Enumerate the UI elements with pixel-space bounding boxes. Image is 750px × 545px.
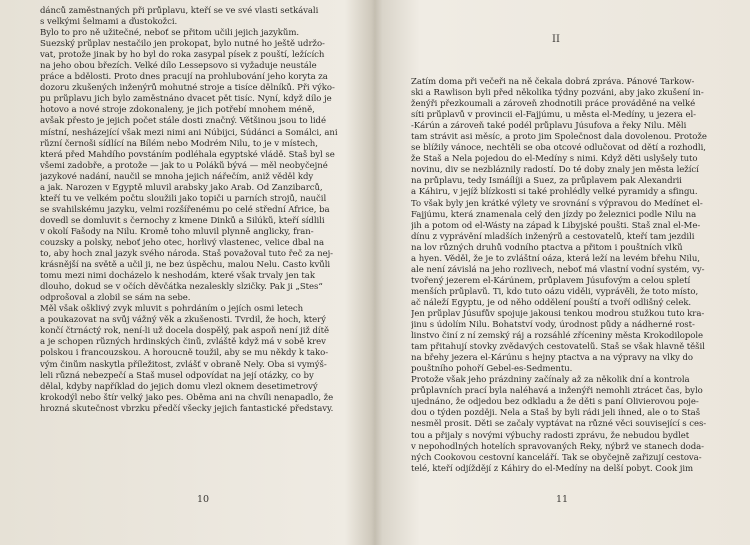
text-line: v nepohodlných hotelích spravovaných Řeky, nýbrž ve stanech doda- xyxy=(411,441,704,452)
text-line: ných Cookovou cestovní kanceláří. Tak se obyčejně zařizují cestova- xyxy=(411,452,702,463)
page-number-right: 11 xyxy=(556,494,569,505)
text-line: v okolí Fašody na Nilu. Kromě toho mluvil plynně anglicky, fran- xyxy=(40,226,314,237)
text-line: různí černoši sídlící na Bílém nebo Modrém Nilu, to je v místech, xyxy=(40,138,318,149)
text-line: tam strávit asi měsíc, a proto jim Společnost dala dovolenou. Protože xyxy=(411,132,707,143)
text-line: a poukazovat na svůj vážný věk a zkušenosti. Tvrdil, že hoch, který xyxy=(40,315,326,326)
text-line: odprošoval a zlobil se sám na sebe. xyxy=(40,293,191,304)
text-line: Suezský průplav nestačilo jen prokopat, bylo nutné ho ještě udržo- xyxy=(40,39,325,50)
text-line: na průplavu, tedy Ismáílíji a Suez, za průplavem pak Alexandrii xyxy=(411,176,682,187)
text-line: dovedl se domluvit s černochy z kmene Dinků a Šilúků, kteří sídlili xyxy=(40,215,325,226)
text-line: ski a Rawlison byli před několika týdny pozváni, aby jako zkušení in- xyxy=(411,88,704,99)
chapter-number: II xyxy=(552,34,560,45)
text-line: -Kárún a zároveň také podél průplavu Júsufova a řeky Nilu. Měli xyxy=(411,121,687,132)
text-line: a hyen. Věděl, že je to zvláštní oáza, která leží na levém břehu Nilu, xyxy=(411,253,700,264)
text-line: jazykové nadání, naučil se mnoha jejich nářečím, aniž věděl kdy xyxy=(40,171,314,182)
text-line: krokodýl nebo štír velký jako pes. Oběma ani na chvíli nenapadlo, že xyxy=(40,392,334,403)
right-page-text xyxy=(411,77,727,475)
text-line: kteří tu ve velkém počtu sloužili jako topiči u parních strojů, naučil xyxy=(40,193,327,204)
text-line: novinu, div se nezbláznily radostí. Do té doby znaly jen města ležící xyxy=(411,165,699,176)
text-line: hrozná skutečnost vbrzku předčí všecky jejich fantastické představy. xyxy=(40,403,334,414)
text-line: a je schopen různých hrdinských činů, zvláště když má v sobě krev xyxy=(40,337,326,348)
text-line: jih a potom od el-Wásty na západ k Libyjské poušti. Staš znal el-Me- xyxy=(411,220,701,231)
page-number-left: 10 xyxy=(197,494,210,505)
text-line: průplavních prací byla naléhavá a inženýři nemohli ztrácet čas, bylo xyxy=(411,386,703,397)
text-line: Protože však jeho prázdniny začínaly až za několik dní a kontrola xyxy=(411,375,690,386)
text-line: To však byly jen krátké výlety ve srovnání s výpravou do Medínet el- xyxy=(411,198,703,209)
left-page-text xyxy=(40,6,358,415)
text-line: Bylo to pro ně užitečné, neboť se přitom učili jejich jazykům. xyxy=(40,28,300,39)
right-page xyxy=(375,0,750,545)
text-line: polskou i francouzskou. A horoucně toužil, aby se mu někdy k tako- xyxy=(40,348,329,359)
text-line: nesměl prosit. Děti se začaly vyptávat na různé věci související s ces- xyxy=(411,419,707,430)
text-line: dozoru zkušených inženýrů mohutné stroje a tisíce dělníků. Při výko- xyxy=(40,83,335,94)
text-line: avšak přesto je jejich počet stále dosti značný. Většinou jsou to lidé xyxy=(40,116,326,127)
text-line: s velkými šelmami a ďustokožci. xyxy=(40,17,178,28)
text-line: se blížily vánoce, nechtěli se oba otcové odlučovat od dětí a rozhodli, xyxy=(411,143,706,154)
text-line: končí čtrnáctý rok, není-li už docela dospělý, pak aspoň není již dítě xyxy=(40,326,329,337)
text-line: hotovo a nové stroje zdokonaleny, je jich potřebí mnohem méně, xyxy=(40,105,315,116)
text-line: která před Mahdího povstáním podléhala egyptské vládě. Staš byl se xyxy=(40,149,335,160)
text-line: dlouho, dokud se v očích děvčátka nezaleskly slzičky. Pak ji „Stes“ xyxy=(40,282,323,293)
text-line: ale není závislá na jeho rozlivech, neboť má vlastní vodní systém, vy- xyxy=(411,264,705,275)
text-line: pouštního pohoří Gebel-es-Sedmentu. xyxy=(411,364,573,375)
text-line: tou a přijaly s novými výbuchy radosti zprávu, že nebudou bydlet xyxy=(411,430,690,441)
text-line: a jak. Narozen v Egyptě mluvil arabsky jako Arab. Od Zanzibarců, xyxy=(40,182,323,193)
text-line: síti průplavů v provincii el-Fajjúmu, u města el-Medíny, u jezera el- xyxy=(411,110,696,121)
text-line: to, aby hoch znal jazyk svého národa. Staš považoval tuto řeč za nej- xyxy=(40,249,333,260)
text-line: jinu s údolím Nilu. Bohatství vody, úrodnost půdy a nádherné rost- xyxy=(411,320,695,331)
text-line: se svahilskému jazyku, velmi rozšířenému po celé střední Africe, ba xyxy=(40,204,330,215)
text-line: dínu z vyprávění mladších inženýrů a cestovatelů, kteří tam jezdili xyxy=(411,231,695,242)
text-line: tam přitahují stovky zvědavých cestovatelů. Staš se však hlavně těšil xyxy=(411,342,705,353)
text-line: leli různá nebezpečí a Staš musel odpovídat na její otázky, co by xyxy=(40,370,314,381)
text-line: menších průplavů. Ti, kdo tuto oázu viděli, vyprávěli, že toto místo, xyxy=(411,286,699,297)
text-line: pu průplavu jich bylo zaměstnáno dvacet pět tisíc. Nyní, když dílo je xyxy=(40,94,332,105)
text-line: na lov různých druhů vodního ptactva a přitom i pouštních vlků xyxy=(411,242,683,253)
text-line: vým činům naskytla příležitost, zvlášť v obraně Nely. Oba si vymýš- xyxy=(40,359,327,370)
text-line: tvořený jezerem el-Kárúnem, průplavem Júsufovým a celou spletí xyxy=(411,275,691,286)
text-line: couzsky a polsky, neboť jeho otec, horlivý vlastenec, velice dbal na xyxy=(40,237,324,248)
text-line: ženýři přezkoumali a zároveň zhodnotili práce prováděné na velké xyxy=(411,99,696,110)
text-line: linstvo činí z ní zemský ráj a rozsáhlé zříceniny města Krokodilopole xyxy=(411,331,704,342)
text-line: Jen průplav Júsufův spojuje jakousi tenkou modrou stužkou tuto kra- xyxy=(411,308,705,319)
text-line: Fajjúmu, která znamenala celý den jízdy po železnici podle Nilu na xyxy=(411,209,697,220)
text-line: dánců zaměstnaných při průplavu, kteří se ve své vlasti setkávali xyxy=(40,6,319,16)
text-line: vat, protože jinak by ho byl do roka zasypal písek z pouští, ležících xyxy=(40,50,325,61)
text-line: místní, nesházející však mezi nimi ani Núbijci, Súdánci a Somálci, ani xyxy=(40,127,338,138)
text-line: tomu mezi nimi docházelo k neshodám, které však trvaly jen tak xyxy=(40,271,315,282)
text-line: ujednáno, že odjedou bez odkladu a že děti s paní Olivierovou poje- xyxy=(411,397,699,408)
text-line: Měl však ošklivý zvyk mluvit s pohrdáním o jejích osmi letech xyxy=(40,304,304,315)
text-line: že Staš a Nela pojedou do el-Medíny s nimi. Když děti uslyšely tuto xyxy=(411,154,698,165)
text-line: na břehy jezera el-Kárúnu s hejny ptactva a na výpravy na vlky do xyxy=(411,353,693,364)
text-line: telé, kteří odjíždějí z Káhiry do el-Medíny na delší pobyt. Cook jim xyxy=(411,463,694,474)
text-line: Zatím doma při večeři na ně čekala dobrá zpráva. Pánové Tarkow- xyxy=(411,77,695,87)
text-line: dou o týden později. Nela a Staš by byli rádi jeli ihned, ale o to Staš xyxy=(411,408,701,419)
text-line: a Káhiru, v jejíž blízkosti si také prohlédly velké pyramidy a sfingu. xyxy=(411,187,698,198)
text-line: práce a bdělosti. Proto dnes pracují na prohlubování jeho koryta za xyxy=(40,72,328,83)
text-line: dělal, kdyby například do jejich domu vlezl oknem desetimetrový xyxy=(40,381,318,392)
text-line: všemi zadobře, a protože — jak to u Poláků bývá — měl neobyčejné xyxy=(40,160,328,171)
text-line: ač náleží Egyptu, je od něho oddělení pouští a tvoří odlišný celek. xyxy=(411,297,692,308)
text-line: krásnější na světě a učil ji, ne bez úspěchu, malou Nelu. Často kvůli xyxy=(40,260,331,271)
text-line: na jeho obou březích. Velké dílo Lessepsovo si vyžaduje neustále xyxy=(40,61,317,72)
